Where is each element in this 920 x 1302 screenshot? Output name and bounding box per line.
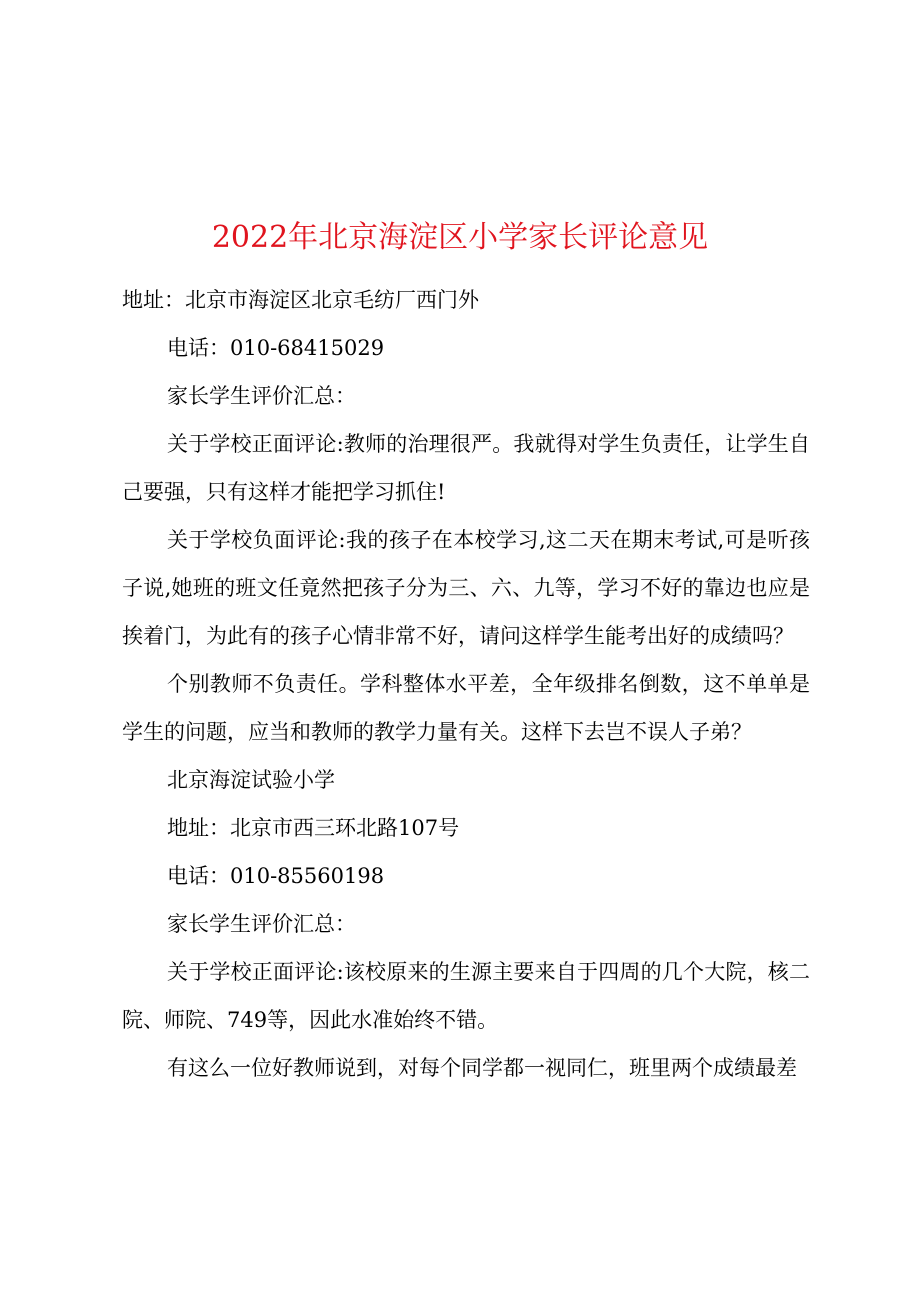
paragraph-good-teacher: 有这么一位好教师说到，对每个同学都一视同仁，班里两个成绩最差	[167, 1056, 797, 1080]
paragraph-negative-review-1: 关于学校负面评论:我的孩子在本校学习,这二天在期末考试,可是听孩子说,她班的班文任竟然把孩子分为三、六、九等，学习不好的靠边也应是挨着门，为此有的孩子心情非常不好，请问这样学生能考出好的成绩吗？	[122, 528, 810, 648]
paragraph-summary-heading-1: 家长学生评价汇总：	[167, 384, 356, 408]
paragraph-phone-2: 电话：010-85560198	[167, 864, 385, 888]
paragraph-phone-1: 电话：010-68415029	[167, 336, 385, 360]
paragraph-school-name-2: 北京海淀试验小学	[167, 768, 335, 792]
document-body	[122, 276, 810, 1092]
paragraph-summary-heading-2: 家长学生评价汇总：	[167, 912, 356, 936]
paragraph-address-1: 地址：北京市海淀区北京毛纺厂西门外	[122, 288, 479, 312]
paragraph-teacher-criticism: 个别教师不负责任。学科整体水平差，全年级排名倒数，这不单单是学生的问题，应当和教师的教学力量有关。这样下去岂不误人子弟？	[122, 672, 810, 744]
paragraph-positive-review-2: 关于学校正面评论:该校原来的生源主要来自于四周的几个大院，核二院、师院、749等，因此水准始终不错。	[122, 960, 810, 1032]
paragraph-address-2: 地址：北京市西三环北路107号	[167, 816, 460, 840]
paragraph-positive-review-1: 关于学校正面评论:教师的治理很严。我就得对学生负责任，让学生自己要强，只有这样才能把学习抓住!	[122, 432, 810, 504]
document-title: 2022年北京海淀区小学家长评论意见	[211, 220, 709, 256]
